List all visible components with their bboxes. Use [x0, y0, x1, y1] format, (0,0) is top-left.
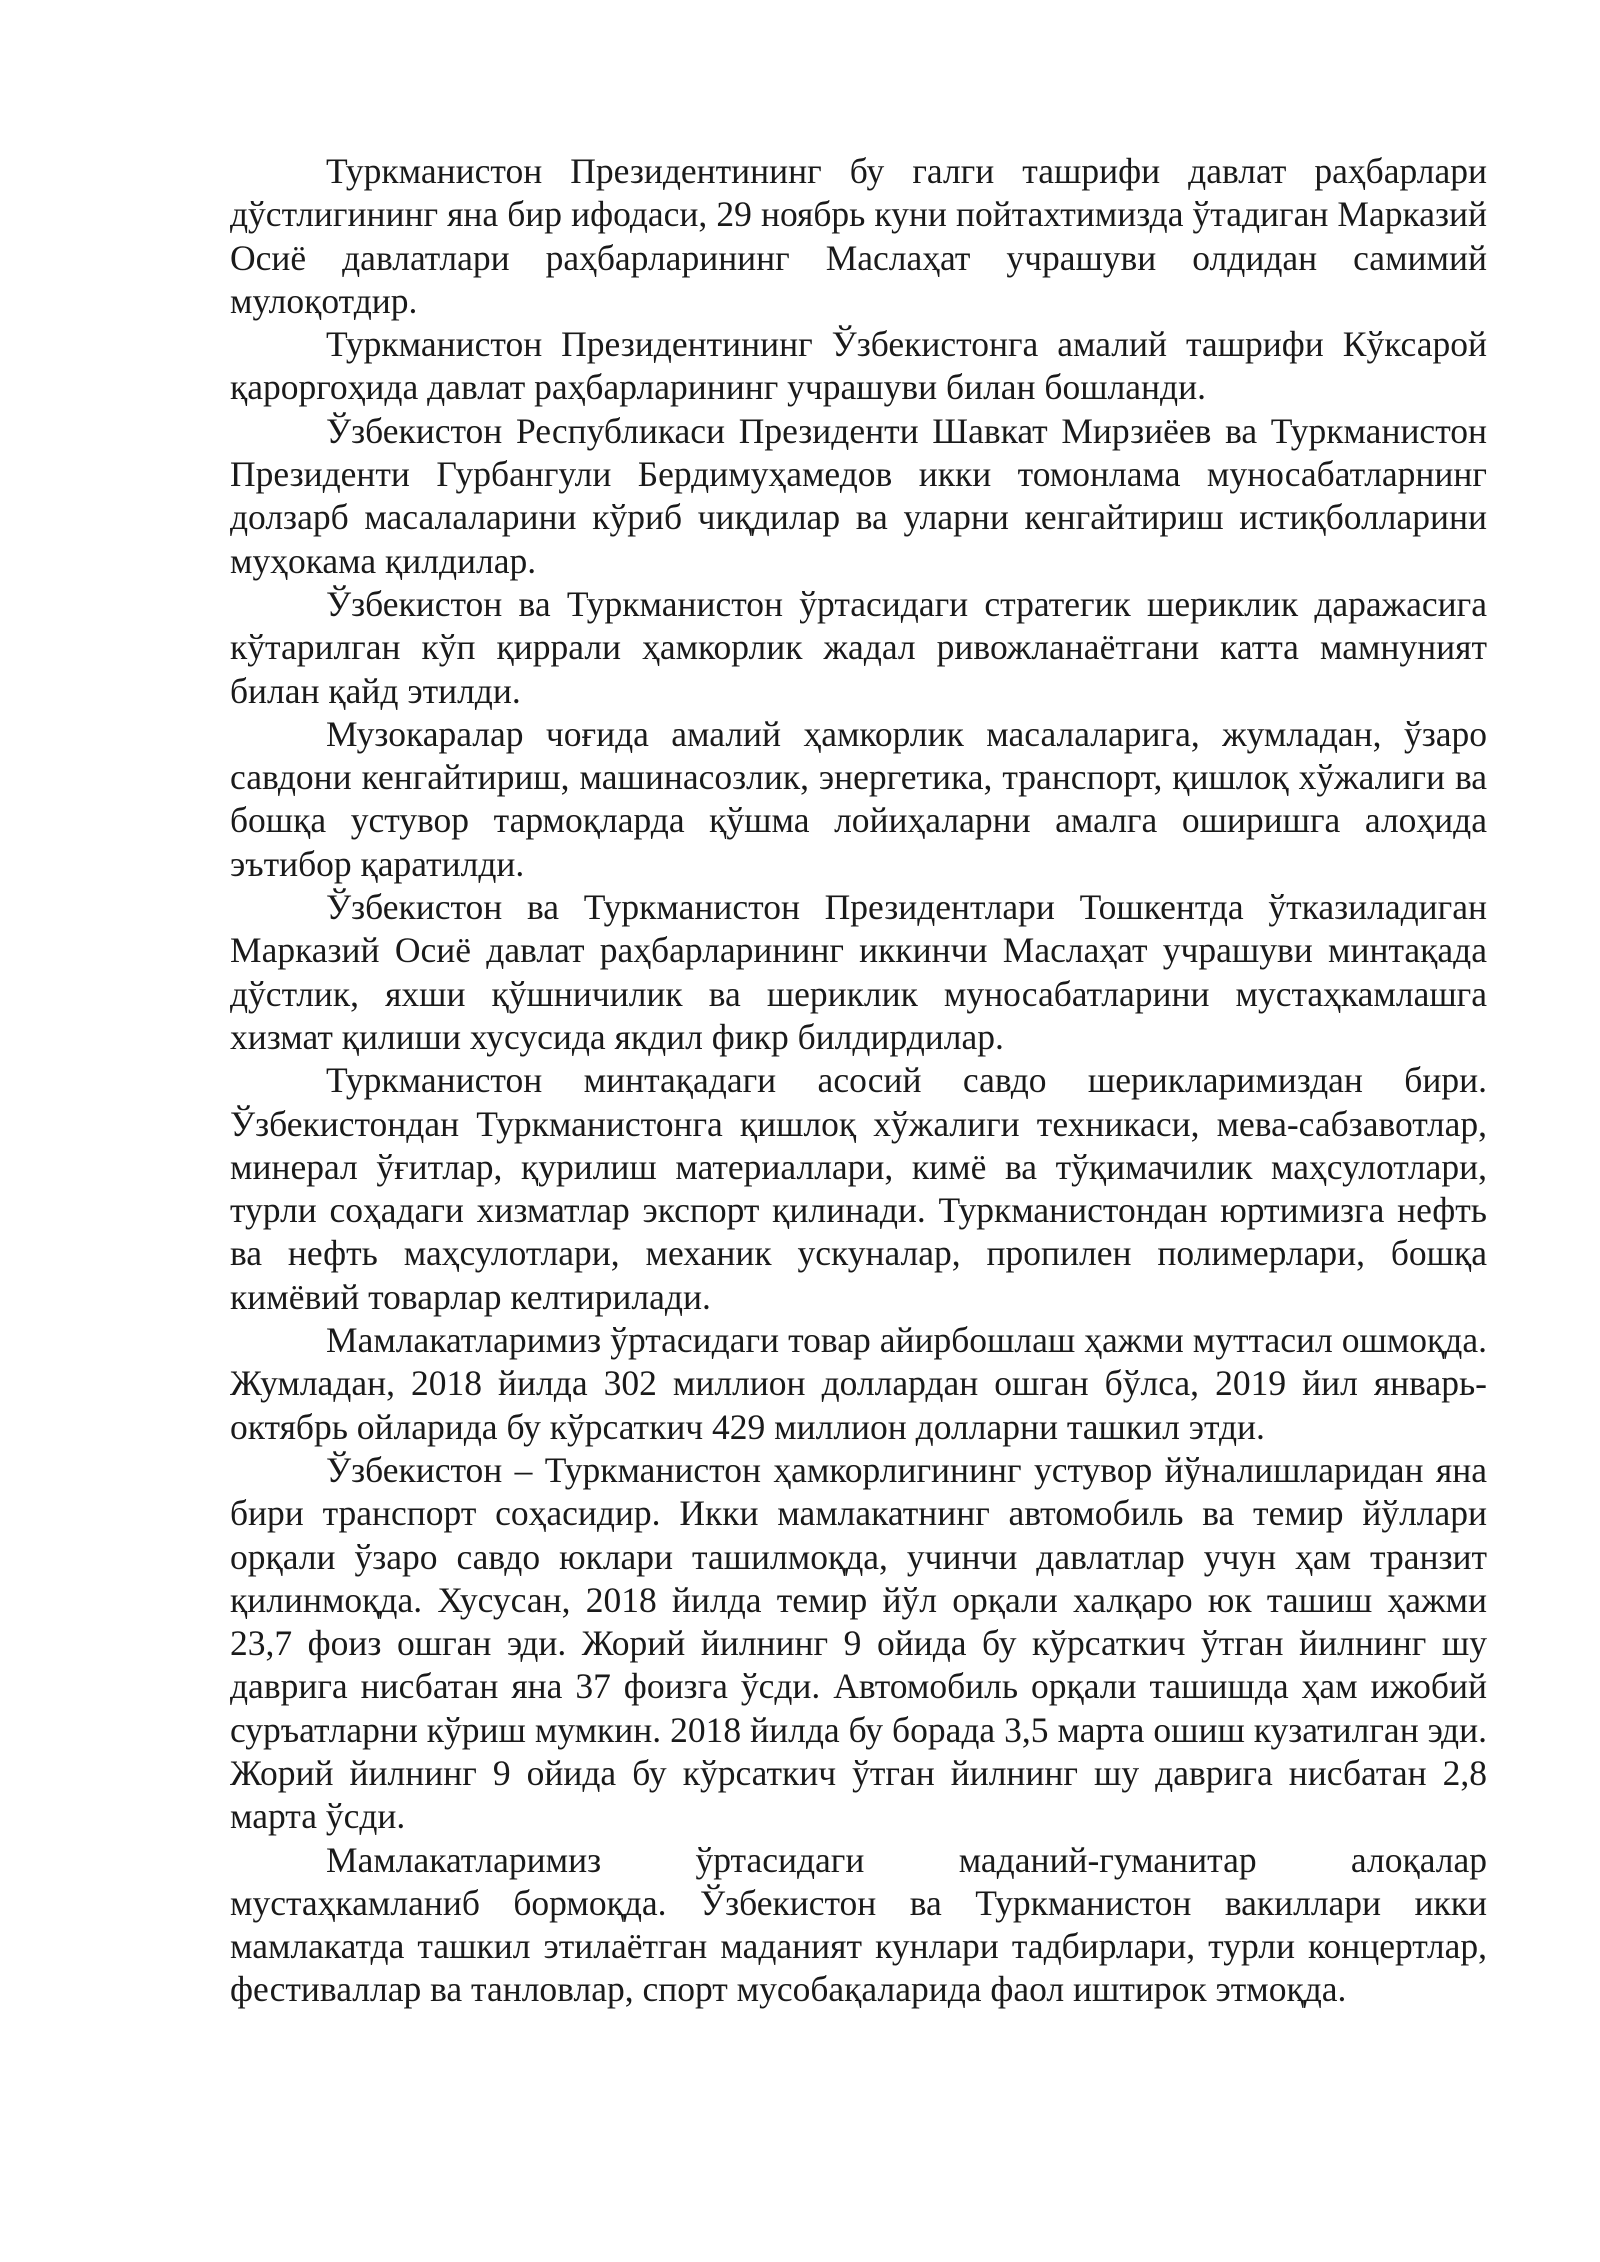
- paragraph-3: Ўзбекистон Республикаси Президенти Шавкат Мирзиёев ва Туркманистон Президенти Гурбангули Бердимуҳамедов икки томонлама муносабатларнинг долзарб масалаларини кўриб чиқдилар ва уларни кенгайтириш истиқболларини муҳокама қилдилар.: [230, 410, 1487, 581]
- paragraph-4: Ўзбекистон ва Туркманистон ўртасидаги стратегик шериклик даражасига кўтарилган кўп қиррали ҳамкорлик жадал ривожланаётгани катта мамнуният билан қайд этилди.: [230, 583, 1487, 711]
- paragraph-2: Туркманистон Президентининг Ўзбекистонга амалий ташрифи Кўксарой қароргоҳида давлат раҳбарларининг учрашуви билан бошланди.: [230, 324, 1487, 408]
- paragraph-5: Музокаралар чоғида амалий ҳамкорлик масалаларига, жумладан, ўзаро савдони кенгайтириш, машинасозлик, энергетика, транспорт, қишлоқ хўжалиги ва бошқа устувор тармоқларда қўшма лойиҳаларни амалга оширишга алоҳида эътибор қаратилди.: [230, 713, 1487, 884]
- paragraph-9: Ўзбекистон – Туркманистон ҳамкорлигининг устувор йўналишларидан яна бири транспорт соҳасидир. Икки мамлакатнинг автомобиль ва темир йўллари орқали ўзаро савдо юклари ташилмоқда, учинчи давлатлар учун ҳам транзит қилинмоқда. Хусусан, 2018 йилда темир йўл орқали халқаро юк ташиш ҳажми 23,7 фоиз ошган эди. Жорий йилнинг 9 ойида бу кўрсаткич ўтган йилнинг шу даврига нисбатан яна 37 фоизга ўсди. Автомобиль орқали ташишда ҳам ижобий суръатларни кўриш мумкин. 2018 йилда бу борада 3,5 марта ошиш кузатилган эди. Жорий йилнинг 9 ойида бу кўрсаткич ўтган йилнинг шу даврига нисбатан 2,8 марта ўсди.: [230, 1449, 1487, 1837]
- paragraph-7: Туркманистон минтақадаги асосий савдо шерикларимиздан бири. Ўзбекистондан Туркманистонга қишлоқ хўжалиги техникаси, мева-сабзавотлар, минерал ўғитлар, қурилиш материаллари, кимё ва тўқимачилик маҳсулотлари, турли соҳадаги хизматлар экспорт қилинади. Туркманистондан юртимизга нефть ва нефть маҳсулотлари, механик ускуналар, пропилен полимерлари, бошқа кимёвий товарлар келтирилади.: [230, 1060, 1487, 1317]
- paragraph-8: Мамлакатларимиз ўртасидаги товар айирбошлаш ҳажми муттасил ошмоқда. Жумладан, 2018 йилда 302 миллион доллардан ошган бўлса, 2019 йил январь-октябрь ойларида бу кўрсаткич 429 миллион долларни ташкил этди.: [230, 1320, 1487, 1447]
- document-body: [230, 150, 1487, 2012]
- paragraph-1: Туркманистон Президентининг бу галги ташрифи давлат раҳбарлари дўстлигининг яна бир ифодаси, 29 ноябрь куни пойтахтимизда ўтадиган Марказий Осиё давлатлари раҳбарларининг Маслаҳат учрашуви олдидан самимий мулоқотдир.: [230, 151, 1487, 321]
- paragraph-10: Мамлакатларимиз ўртасидаги маданий-гуманитар алоқалар мустаҳкамланиб бормоқда. Ўзбекистон ва Туркманистон вакиллари икки мамлакатда ташкил этилаётган маданият кунлари тадбирлари, турли концертлар, фестиваллар ва танловлар, спорт мусобақаларида фаол иштирок этмоқда.: [230, 1839, 1487, 2010]
- paragraph-6: Ўзбекистон ва Туркманистон Президентлари Тошкентда ўтказиладиган Марказий Осиё давлат раҳбарларининг иккинчи Маслаҳат учрашуви минтақада дўстлик, яхши қўшничилик ва шериклик муносабатларини мустаҳкамлашга хизмат қилиши хусусида якдил фикр билдирдилар.: [230, 887, 1487, 1057]
